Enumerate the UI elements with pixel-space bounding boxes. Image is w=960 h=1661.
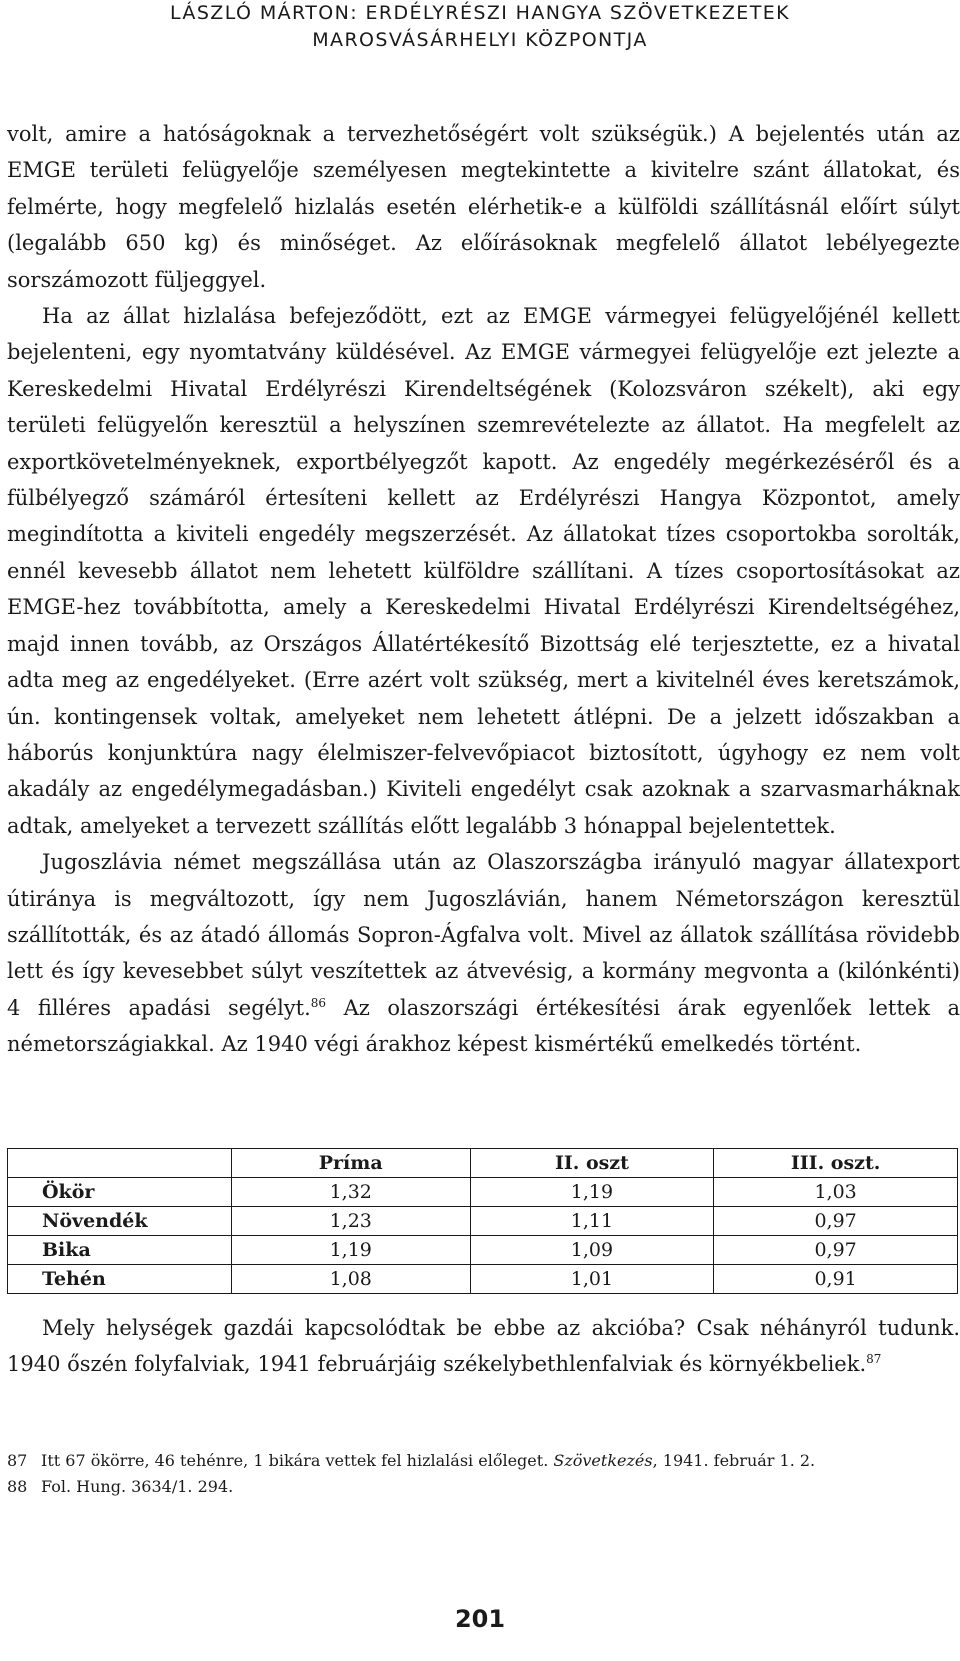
page-number: 201 <box>454 1605 506 1633</box>
paragraph-3-text-a: Jugoszlávia német megszállása után az Olaszországba irányuló magyar állatexport útiránya is megváltozott, így nem Jugoszlávián, hanem Németországon keresztül szállították, és az átadó állomás Sopron-Ágfalva volt. Mivel az állatok szállítása rövidebb lett és így kevesebbet súlyt veszítettek az átvevésig, a kormány megvonta a (kilónkénti) 4 filléres apadási segélyt. <box>7 850 960 1020</box>
footnote-ref-86: 86 <box>310 995 327 1010</box>
table-row <box>8 1207 958 1236</box>
table-cell: 1,01 <box>470 1265 714 1294</box>
paragraph-1: volt, amire a hatóságoknak a tervezhetőségért volt szükségük.) A bejelentés után az EMGE területi felügyelője személyesen megtekintette a kivitelre szánt állatokat, és felmérte, hogy megfelelő hizlalás esetén elérhetik-e a külföldi szállításnál előírt súlyt (legalább 650 kg) és minőséget. Az előírásoknak megfelelő állatot lebélyegezte sorszámozott füljeggyel. <box>7 122 960 292</box>
table-row <box>8 1236 958 1265</box>
footnote-text-after: , 1941. február 1. 2. <box>652 1451 816 1470</box>
footnote-ref-87: 87 <box>866 1352 882 1367</box>
footnote-number: 87 <box>7 1451 28 1470</box>
table-header-cell: Príma <box>231 1149 470 1178</box>
body-text <box>7 116 960 1063</box>
table-cell: 1,11 <box>470 1207 714 1236</box>
closing-text: Mely helységek gazdái kapcsolódtak be ebbe az akcióba? Csak néhányról tudunk. 1940 őszén folyfalviak, 1941 februárjáig székelybethlenfalviak és környékbeliek. <box>7 1316 960 1377</box>
table-cell: 1,09 <box>470 1236 714 1265</box>
table-header-row <box>8 1149 958 1178</box>
table-header-cell: II. oszt <box>470 1149 714 1178</box>
footnote-text: Fol. Hung. 3634/1. 294. <box>41 1477 234 1496</box>
table-row <box>8 1265 958 1294</box>
table-cell: 0,97 <box>714 1236 958 1265</box>
table-cell: 1,03 <box>714 1178 958 1207</box>
paragraph-2: Ha az állat hizlalása befejeződött, ezt az EMGE vármegyei felügyelőjénél kellett bejelenteni, egy nyomtatvány küldésével. Az EMGE vármegyei felügyelője ezt jelezte a Kereskedelmi Hivatal Erdélyrészi Kirendeltségének (Kolozsváron székelt), aki egy területi felügyelőn keresztül a helyszínen szemrevételezte az állatot. Ha megfelelt az exportkövetelményeknek, exportbélyegzőt kapott. Az engedély megérkezéséről és a fülbélyegző számáról értesíteni kellett az Erdélyrészi Hangya Központot, amely megindította a kiviteli engedély megszerzését. Az állatokat tízes csoportokba sorolták, ennél kevesebb állatot nem lehetett külföldre szállítani. A tízes csoportosításokat az EMGE-hez továbbította, amely a Kereskedelmi Hivatal Erdélyrészi Kirendeltségéhez, majd innen tovább, az Országos Állatértékesítő Bizottság elé terjesztette, ez a hivatal adta meg az engedélyeket. (Erre azért volt szükség, mert a kivitelnél éves keretszámok, ún. kontingensek voltak, amelyeket nem lehetett átlépni. De a jelzett időszakban a háborús konjunktúra nagy élelmiszer-felvevőpiacot biztosított, úgyhogy ez nem volt akadály az engedélymegadásban.) Kiviteli engedélyt csak azoknak a szarvasmarháknak adtak, amelyeket a tervezett szállítás előtt legalább 3 hónappal bejelentettek. <box>7 304 960 838</box>
footnote-87 <box>7 1448 960 1474</box>
paragraph-3-text-b: Az olaszországi értékesítési árak egyenlőek lettek a németországiakkal. Az 1940 végi árakhoz képest kismértékű emelkedés történt. <box>7 995 960 1057</box>
table-cell: 1,19 <box>231 1236 470 1265</box>
price-table <box>7 1148 958 1294</box>
table-cell: 0,91 <box>714 1265 958 1294</box>
footnotes <box>7 1448 960 1500</box>
footnote-number: 88 <box>7 1477 28 1496</box>
table-header-cell: III. oszt. <box>714 1149 958 1178</box>
row-label: Növendék <box>8 1207 232 1236</box>
footnote-italic-title: Szövetkezés <box>553 1451 653 1470</box>
table-cell: 1,08 <box>231 1265 470 1294</box>
footnote-88 <box>7 1474 960 1500</box>
footnote-text: Itt 67 ökörre, 46 tehénre, 1 bikára vettek fel hizlalási előleget. <box>41 1451 554 1470</box>
table-cell: 1,19 <box>470 1178 714 1207</box>
table-header-cell <box>8 1149 232 1178</box>
table-cell: 1,23 <box>231 1207 470 1236</box>
row-label: Tehén <box>8 1265 232 1294</box>
table-cell: 1,32 <box>231 1178 470 1207</box>
closing-paragraph-text <box>7 1310 960 1383</box>
paragraph-3 <box>7 844 960 1062</box>
row-label: Ökör <box>8 1178 232 1207</box>
row-label: Bika <box>8 1236 232 1265</box>
header-line-1: LÁSZLÓ MÁRTON: ERDÉLYRÉSZI HANGYA SZÖVETKEZETEK <box>170 2 790 24</box>
table-row <box>8 1178 958 1207</box>
closing-paragraph <box>7 1310 960 1383</box>
header-line-2: MAROSVÁSÁRHELYI KÖZPONTJA <box>312 29 648 51</box>
table-cell: 0,97 <box>714 1207 958 1236</box>
